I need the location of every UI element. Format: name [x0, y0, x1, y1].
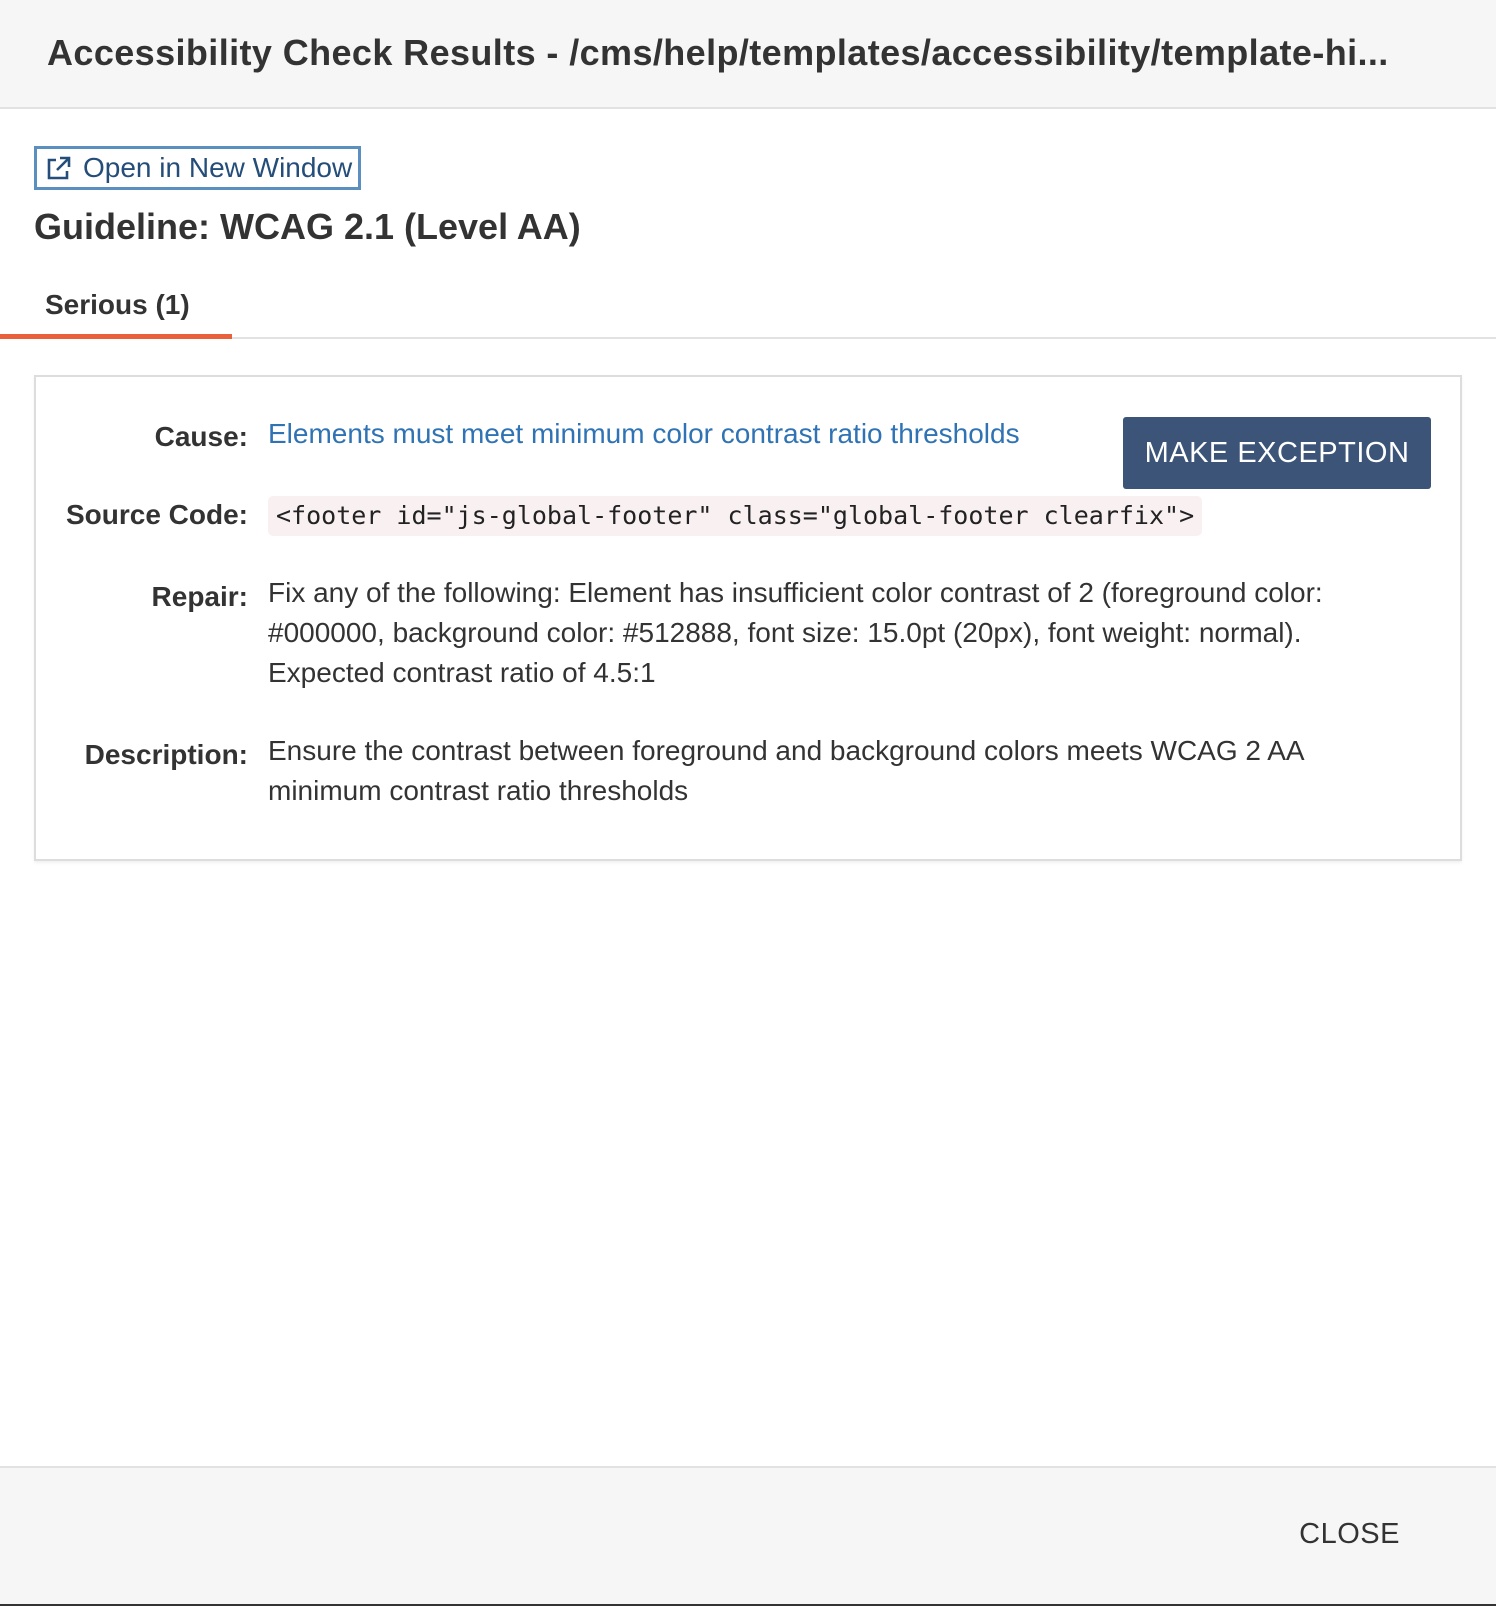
- cause-link[interactable]: Elements must meet minimum color contrast ratio thresholds: [268, 418, 1020, 449]
- issue-card: [34, 375, 1462, 861]
- close-button[interactable]: CLOSE: [1299, 1518, 1400, 1550]
- cause-value: [268, 414, 1020, 454]
- source-code-value: [268, 495, 1202, 536]
- modal-title: Accessibility Check Results - /cms/help/templates/accessibility/template-hi...: [47, 32, 1389, 73]
- source-code-label: Source Code:: [65, 499, 248, 530]
- cause-label: Cause:: [154, 421, 248, 452]
- make-exception-button[interactable]: MAKE EXCEPTION: [1123, 417, 1431, 489]
- repair-line: Expected contrast ratio of 4.5:1: [268, 657, 656, 688]
- repair-line: Fix any of the following: Element has insufficient color contrast of 2 (foreground color:: [268, 577, 1323, 608]
- repair-label: Repair:: [151, 581, 248, 612]
- guideline-heading: Guideline: WCAG 2.1 (Level AA): [34, 206, 581, 247]
- source-code-snippet: <footer id="js-global-footer" class="global-footer clearfix">: [268, 496, 1202, 536]
- open-in-new-window-button[interactable]: [34, 146, 361, 190]
- open-in-new-window-label: Open in New Window: [83, 152, 353, 183]
- external-link-icon: [45, 154, 73, 182]
- modal-footer: [0, 1466, 1496, 1606]
- repair-value: [268, 573, 1418, 693]
- tab-serious[interactable]: Serious (1): [0, 285, 232, 339]
- modal-header: [0, 0, 1496, 109]
- description-label: Description:: [84, 739, 248, 770]
- description-line: Ensure the contrast between foreground and background colors meets WCAG 2 AA: [268, 735, 1305, 766]
- repair-line: #000000, background color: #512888, font size: 15.0pt (20px), font weight: normal).: [268, 617, 1302, 648]
- description-value: [268, 731, 1418, 811]
- description-line: minimum contrast ratio thresholds: [268, 775, 689, 806]
- severity-tabs: [0, 285, 1496, 339]
